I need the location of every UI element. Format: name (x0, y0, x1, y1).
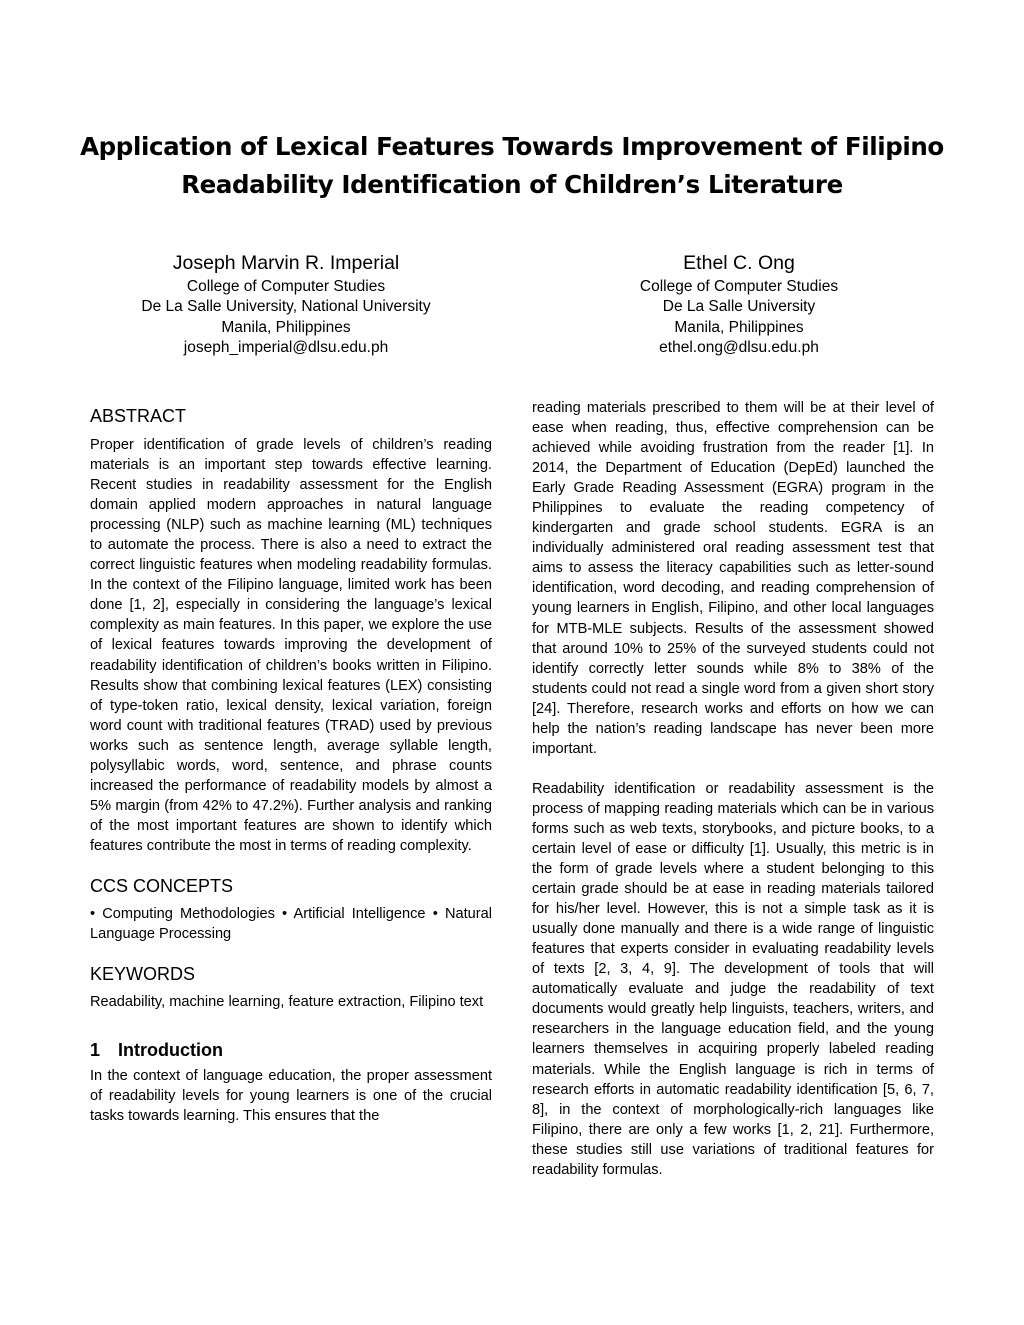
paper-title (60, 128, 964, 204)
ccs-concepts-text: • Computing Methodologies • Artificial Intelligence • Natural Language Processing (90, 905, 492, 943)
introduction-paragraph-2: reading materials prescribed to them will be at their level of ease when reading, thus, effective comprehension can be achieved while avoiding frustration from the reader [1]. In 2014, the Department of Education (DepEd) launched the Early Grade Reading Assessment (EGRA) program in the Philippines to evaluate the reading competency of kindergarten and grade school students. EGRA is an individually administered oral reading assessment test that aims to assess the literacy capabilities such as letter-sound identification, word decoding, and reading comprehension of young learners in English, Filipino, and other local languages for MTB-MLE subjects. Results of the assessment showed that around 10% to 25% of the surveyed students could not identify correctly letter sounds while 8% to 38% of the students could not read a single word from a given short story [24]. Therefore, research works and efforts on how we can help the nation’s reading landscape has never been more important. (532, 400, 934, 757)
left-column (90, 404, 492, 1126)
abstract-section (90, 404, 492, 856)
author-department: College of Computer Studies (186, 278, 386, 295)
author-organization: De La Salle University (662, 298, 816, 316)
ccs-concepts-section (90, 874, 492, 944)
right-column (532, 398, 934, 1180)
introduction-heading (90, 1038, 492, 1062)
introduction-section (90, 1038, 492, 1126)
author-block-1 (120, 250, 452, 358)
author-organization: De La Salle University, National University (141, 298, 431, 316)
keywords-text: Readability, machine learning, feature extraction, Filipino text (90, 994, 484, 1011)
abstract-heading: ABSTRACT (90, 406, 187, 426)
section-number: 1 (90, 1040, 101, 1061)
author-email: joseph_imperial@dlsu.edu.ph (183, 338, 389, 356)
paper-title-line-2: Readability Identification of Children’s Literature (181, 170, 843, 199)
keywords-section (90, 962, 492, 1012)
author-name: Joseph Marvin R. Imperial (172, 252, 400, 274)
author-block-2 (612, 250, 866, 358)
introduction-paragraph-1: In the context of language education, the proper assessment of readability levels for young learners is one of the crucial tasks towards learning. This ensures that the (90, 1068, 492, 1125)
author-location: Manila, Philippines (674, 318, 804, 336)
section-title: Introduction (118, 1040, 223, 1061)
ccs-concepts-heading: CCS CONCEPTS (90, 875, 234, 896)
abstract-text: Proper identification of grade levels of children’s reading materials is an important step towards effective learning. Recent studies in readability assessment for the English domain applied modern approaches in natural language processing (NLP) such as machine learning (ML) techniques to automate the process. There is also a need to extract the correct linguistic features when modeling readability formulas. In the context of the Filipino language, limited work has been done [1, 2], especially in considering the language’s lexical complexity as main features. In this paper, we explore the use of lexical features towards improving the development of readability identification of children’s books written in Filipino. Results show that combining lexical features (LEX) consisting of type-token ratio, lexical density, lexical variation, foreign word count with traditional features (TRAD) used by previous works such as sentence length, average syllable length, polysyllabic words, word, sentence, and phrase counts increased the performance of readability models by almost a 5% margin (from 42% to 47.2%). Further analysis and ranking of the most important features are shown to identify which features contribute the most in terms of reading complexity. (90, 437, 492, 854)
author-email: ethel.ong@dlsu.edu.ph (659, 338, 819, 356)
author-location: Manila, Philippines (221, 318, 351, 336)
keywords-heading: KEYWORDS (90, 964, 196, 985)
paper-title-line-1: Application of Lexical Features Towards Improvement of Filipino (80, 132, 944, 161)
introduction-paragraph-3: Readability identification or readability assessment is the process of mapping reading materials which can be in various forms such as web texts, storybooks, and picture books, to a certain level of ease or difficulty [1]. Usually, this metric is in the form of grade levels where a student belonging to this certain grade should be at ease in reading materials tailored for his/her level. However, this is not a simple task as it is usually done manually and there is a wide range of linguistic features that experts consider in evaluating readability levels of texts [2, 3, 4, 9]. The development of tools that will automatically evaluate and judge the readability of text documents would greatly help linguists, teachers, writers, and researchers in the language education field, and the young learners themselves in acquiring properly labeled reading materials. While the English language is rich in terms of research efforts in automatic readability identification [5, 6, 7, 8], in the context of morphologically-rich languages like Filipino, there are only a few works [1, 2, 21]. Furthermore, these studies still use variations of traditional features for readability formulas. (532, 780, 934, 1178)
author-name: Ethel C. Ong (683, 252, 795, 274)
author-department: College of Computer Studies (639, 278, 839, 295)
